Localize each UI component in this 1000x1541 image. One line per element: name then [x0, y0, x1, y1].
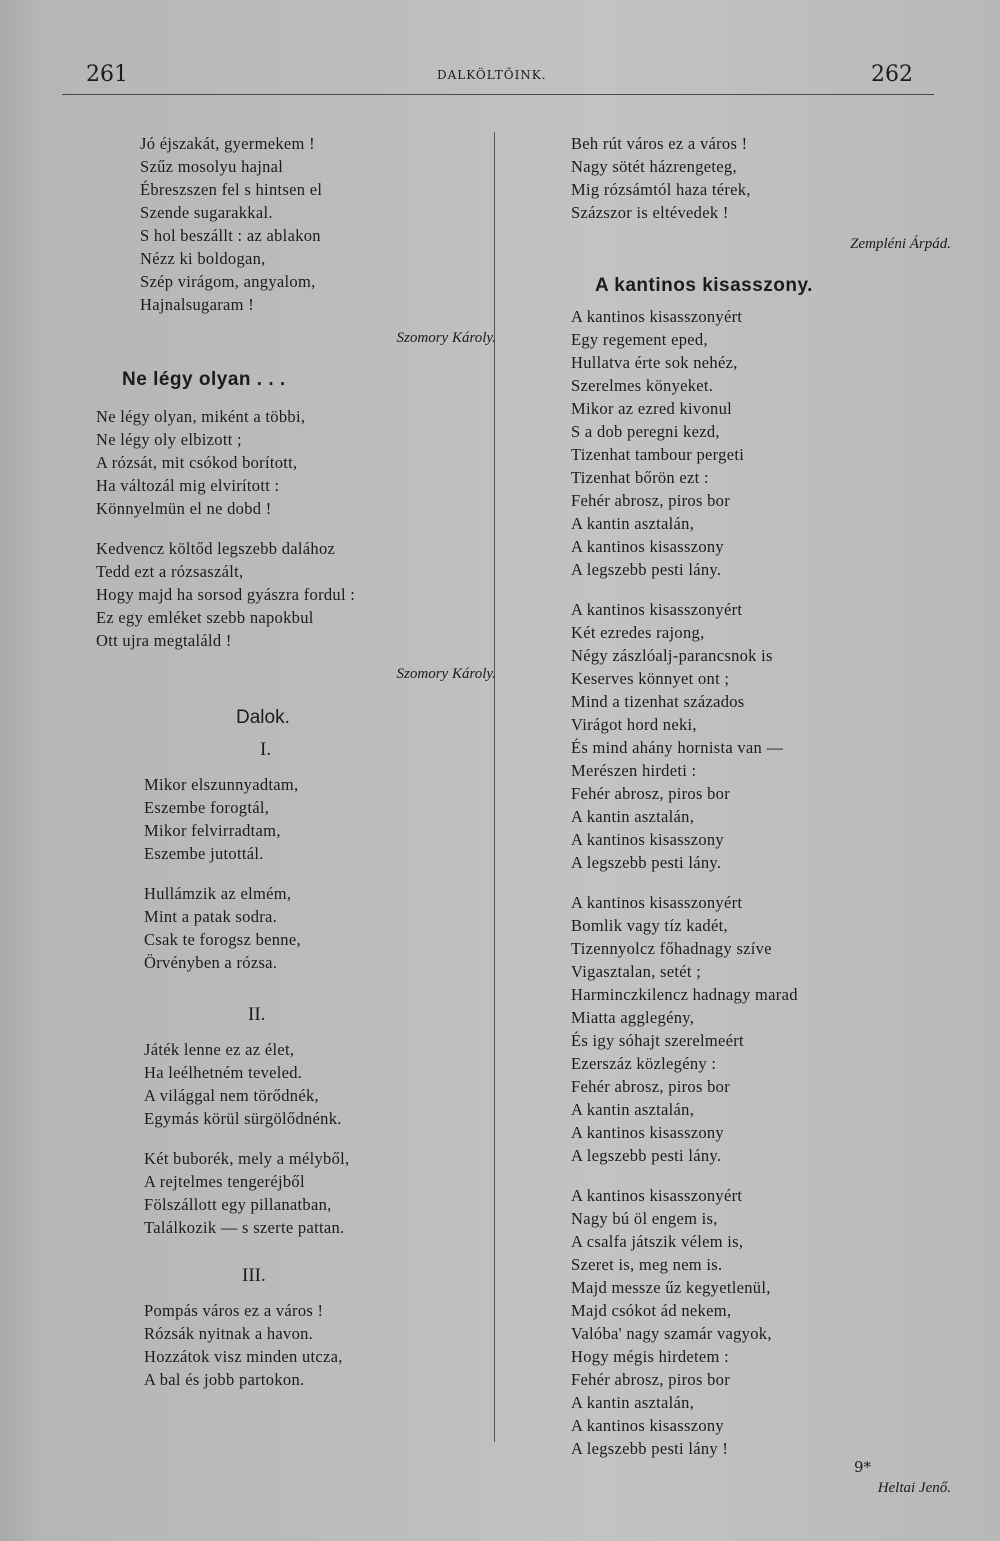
- verse-line: Virágot hord neki,: [571, 715, 697, 734]
- poem3-title: Dalok.: [236, 707, 290, 728]
- verse-line: Csak te forogsz benne,: [144, 930, 301, 949]
- song2-stanza-2: [96, 1147, 486, 1239]
- verse-line: A legszebb pesti lány !: [571, 1439, 729, 1458]
- verse-line: A kantin asztalán,: [571, 1393, 695, 1412]
- verse-line: A kantinos kisasszonyért: [571, 600, 743, 619]
- roman-1: I.: [260, 739, 272, 760]
- verse-line: A bal és jobb partokon.: [144, 1370, 305, 1389]
- verse-line: Mikor az ezred kivonul: [571, 399, 733, 418]
- verse-line: Tizenhat tambour pergeti: [571, 445, 745, 464]
- header-rule: [62, 94, 934, 95]
- verse-line: Ha változál mig elvirított :: [96, 476, 280, 495]
- verse-line: Szerelmes könyeket.: [571, 376, 714, 395]
- verse-line: Eszembe jutottál.: [144, 844, 264, 863]
- verse-line: Fehér abrosz, piros bor: [571, 1370, 731, 1389]
- verse-line: Tizenhat bőrön ezt :: [571, 468, 709, 487]
- verse-line: Hogy mégis hirdetem :: [571, 1347, 729, 1366]
- verse-line: Mikor felvirradtam,: [144, 821, 281, 840]
- kantinos-stanza-1: [571, 305, 941, 581]
- kantinos-stanza-2: [571, 598, 941, 874]
- page-header: [0, 62, 1000, 92]
- verse-line: Hullatva érte sok nehéz,: [571, 353, 738, 372]
- verse-line: Játék lenne ez az élet,: [144, 1040, 295, 1059]
- verse-line: Ott ujra megtaláld !: [96, 631, 232, 650]
- verse-line: A kantinos kisasszony: [571, 537, 724, 556]
- verse-line: Hullámzik az elmém,: [144, 884, 292, 903]
- kantinos-stanza-4: [571, 1184, 941, 1460]
- poem2-title: Ne légy olyan . . .: [122, 369, 286, 390]
- verse-line: Négy zászlóalj-parancsnok is: [571, 646, 773, 665]
- verse-line: A kantin asztalán,: [571, 514, 695, 533]
- signature-folio: 9*: [854, 1458, 872, 1476]
- verse-line: A legszebb pesti lány.: [571, 560, 722, 579]
- page-number-right: 262: [871, 62, 913, 87]
- roman-2: II.: [248, 1004, 266, 1025]
- poem1-stanza: [96, 132, 486, 316]
- verse-line: Hajnalsugaram !: [140, 295, 254, 314]
- verse-line: Merészen hirdeti :: [571, 761, 697, 780]
- verse-line: Ez egy emléket szebb napokbul: [96, 608, 314, 627]
- verse-line: Százszor is eltévedek !: [571, 203, 729, 222]
- verse-line: Majd messze űz kegyetlenül,: [571, 1278, 771, 1297]
- verse-line: Szeret is, meg nem is.: [571, 1255, 723, 1274]
- verse-line: A világgal nem törődnék,: [144, 1086, 319, 1105]
- verse-line: A legszebb pesti lány.: [571, 853, 722, 872]
- verse-line: Tedd ezt a rózsaszált,: [96, 562, 244, 581]
- song1-stanza-1: [96, 773, 486, 865]
- song1-stanza-2: [96, 882, 486, 974]
- right-column: [571, 132, 951, 1517]
- verse-line: Egy regement eped,: [571, 330, 708, 349]
- verse-line: S a dob peregni kezd,: [571, 422, 720, 441]
- verse-line: A kantinos kisasszony: [571, 1123, 724, 1142]
- kantinos-title: A kantinos kisasszony.: [595, 275, 813, 296]
- verse-line: A kantinos kisasszonyért: [571, 307, 743, 326]
- kantinos-author: Heltai Jenő.: [877, 1480, 951, 1496]
- running-title: DALKÖLTŐINK.: [437, 68, 547, 82]
- verse-line: Hozzátok visz minden utcza,: [144, 1347, 343, 1366]
- verse-line: Fölszállott egy pillanatban,: [144, 1195, 332, 1214]
- verse-line: Beh rút város ez a város !: [571, 134, 748, 153]
- verse-line: Fehér abrosz, piros bor: [571, 1077, 731, 1096]
- verse-line: Mint a patak sodra.: [144, 907, 278, 926]
- song3-stanza-1: [96, 1299, 486, 1391]
- roman-3: III.: [242, 1265, 266, 1286]
- verse-line: A legszebb pesti lány.: [571, 1146, 722, 1165]
- verse-line: Majd csókot ád nekem,: [571, 1301, 732, 1320]
- verse-line: Szép virágom, angyalom,: [140, 272, 316, 291]
- verse-line: Pompás város ez a város !: [144, 1301, 324, 1320]
- left-column: [96, 132, 496, 1408]
- verse-line: És mind ahány hornista van —: [571, 738, 784, 757]
- poem2-stanza-2: [96, 537, 486, 652]
- verse-line: Kedvencz költőd legszebb dalához: [96, 539, 336, 558]
- verse-line: A kantin asztalán,: [571, 807, 695, 826]
- verse-line: Szűz mosolyu hajnal: [140, 157, 284, 176]
- verse-line: Tizennyolcz főhadnagy szíve: [571, 939, 772, 958]
- verse-line: Mikor elszunnyadtam,: [144, 775, 299, 794]
- verse-line: Bomlik vagy tíz kadét,: [571, 916, 728, 935]
- verse-line: Ezerszáz közlegény :: [571, 1054, 717, 1073]
- verse-line: A rejtelmes tengeréjből: [144, 1172, 305, 1191]
- verse-line: Ha leélhetném teveled.: [144, 1063, 303, 1082]
- verse-line: A csalfa játszik vélem is,: [571, 1232, 744, 1251]
- continued-stanza: [571, 132, 941, 224]
- verse-line: Találkozik — s szerte pattan.: [144, 1218, 345, 1237]
- verse-line: A kantin asztalán,: [571, 1100, 695, 1119]
- song2-stanza-1: [96, 1038, 486, 1130]
- verse-line: Fehér abrosz, piros bor: [571, 491, 731, 510]
- verse-line: Miatta agglegény,: [571, 1008, 695, 1027]
- verse-line: Szende sugarakkal.: [140, 203, 273, 222]
- verse-line: Harminczkilencz hadnagy marad: [571, 985, 798, 1004]
- poem2-author: Szomory Károly.: [396, 666, 496, 682]
- verse-line: Nagy bú öl engem is,: [571, 1209, 718, 1228]
- verse-line: Nézz ki boldogan,: [140, 249, 266, 268]
- verse-line: A rózsát, mit csókod borított,: [96, 453, 298, 472]
- verse-line: A kantinos kisasszonyért: [571, 1186, 743, 1205]
- verse-line: A kantinos kisasszony: [571, 1416, 724, 1435]
- verse-line: Ne légy olyan, miként a többi,: [96, 407, 306, 426]
- verse-line: És igy sóhajt szerelmeért: [571, 1031, 744, 1050]
- verse-line: A kantinos kisasszonyért: [571, 893, 743, 912]
- verse-line: Hogy majd ha sorsod gyászra fordul :: [96, 585, 356, 604]
- verse-line: Mig rózsámtól haza térek,: [571, 180, 751, 199]
- verse-line: Ébreszszen fel s hintsen el: [140, 180, 323, 199]
- page-number-left: 261: [86, 62, 128, 87]
- verse-line: Két ezredes rajong,: [571, 623, 705, 642]
- continued-author: Zempléni Árpád.: [850, 236, 951, 252]
- verse-line: Vigasztalan, setét ;: [571, 962, 702, 981]
- verse-line: Egymás körül sürgölődnénk.: [144, 1109, 342, 1128]
- verse-line: Két buborék, mely a mélyből,: [144, 1149, 350, 1168]
- poem1-author: Szomory Károly.: [396, 330, 496, 346]
- verse-line: Jó éjszakát, gyermekem !: [140, 134, 315, 153]
- verse-line: Valóba' nagy szamár vagyok,: [571, 1324, 772, 1343]
- verse-line: Rózsák nyitnak a havon.: [144, 1324, 314, 1343]
- verse-line: Keserves könnyet ont ;: [571, 669, 730, 688]
- verse-line: Nagy sötét házrengeteg,: [571, 157, 737, 176]
- verse-line: Eszembe forogtál,: [144, 798, 270, 817]
- verse-line: A kantinos kisasszony: [571, 830, 724, 849]
- verse-line: Ne légy oly elbizott ;: [96, 430, 242, 449]
- verse-line: Könnyelmün el ne dobd !: [96, 499, 272, 518]
- verse-line: Örvényben a rózsa.: [144, 953, 278, 972]
- verse-line: Mind a tizenhat százados: [571, 692, 745, 711]
- verse-line: Fehér abrosz, piros bor: [571, 784, 731, 803]
- poem2-stanza-1: [96, 405, 486, 520]
- kantinos-stanza-3: [571, 891, 941, 1167]
- verse-line: S hol beszállt : az ablakon: [140, 226, 321, 245]
